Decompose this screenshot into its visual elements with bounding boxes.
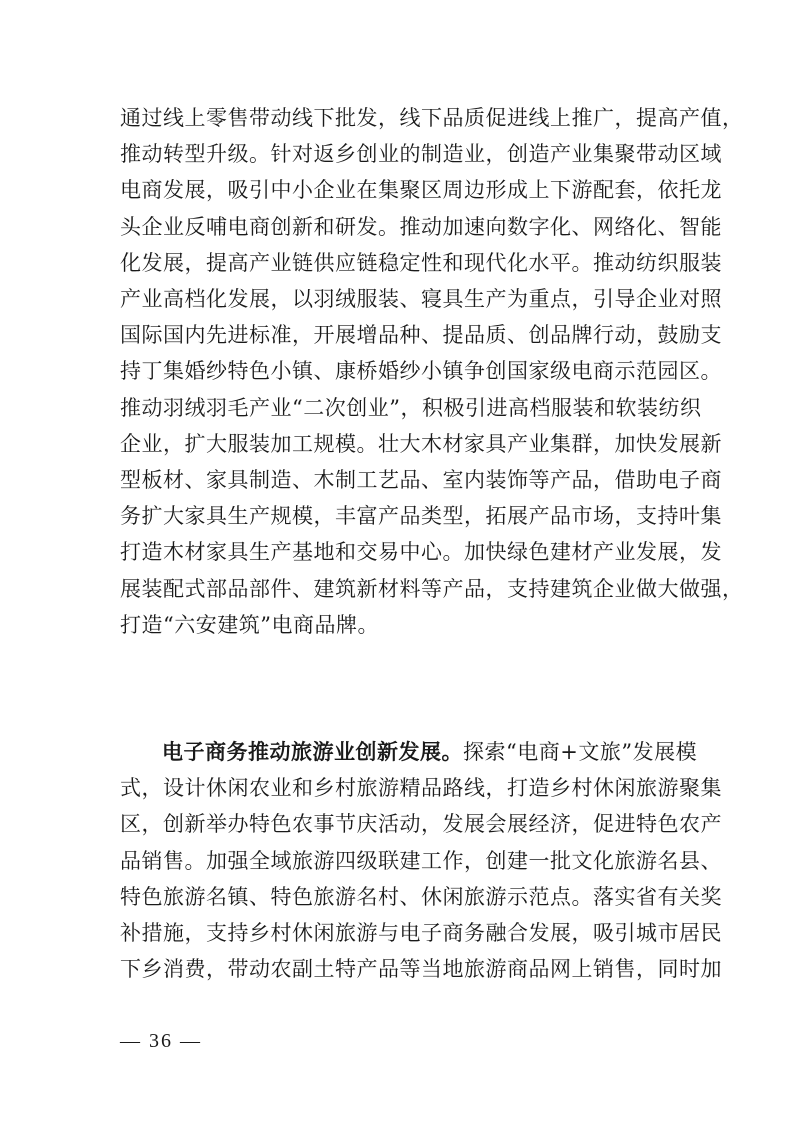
heading-continuation: 探索“电商+文旅”发展模 (463, 740, 698, 764)
text-line: 打造木材家具生产基地和交易中心。加快绿色建材产业发展，发 (120, 540, 722, 565)
text-line: 国际国内先进标准，开展增品种、提品质、创品牌行动，鼓励支 (120, 323, 722, 348)
text-line: 下乡消费，带动农副土特产品等当地旅游商品网上销售，同时加 (120, 957, 722, 982)
paragraph-manufacturing (120, 100, 744, 643)
text-line: 品销售。加强全域旅游四级联建工作，创建一批文化旅游名县、 (120, 848, 722, 873)
text-line: 式，设计休闲农业和乡村旅游精品路线，打造乡村休闲旅游聚集 (120, 776, 722, 801)
text-line: 补措施，支持乡村休闲旅游与电子商务融合发展，吸引城市居民 (120, 921, 722, 946)
text-line: 打造“六安建筑”电商品牌。 (120, 612, 379, 637)
text-line: 产业高档化发展，以羽绒服装、寝具生产为重点，引导企业对照 (120, 287, 722, 312)
paragraph-tourism (120, 734, 722, 987)
text-line: 电商发展，吸引中小企业在集聚区周边形成上下游配套，依托龙 (120, 178, 722, 203)
text-line: 持丁集婚纱特色小镇、康桥婚纱小镇争创国家级电商示范园区。 (120, 359, 722, 384)
text-line: 展装配式部品部件、建筑新材料等产品，支持建筑企业做大做强， (120, 576, 744, 601)
text-line: 特色旅游名镇、特色旅游名村、休闲旅游示范点。落实省有关奖 (120, 884, 722, 909)
text-line: 头企业反哺电商创新和研发。推动加速向数字化、网络化、智能 (120, 214, 722, 239)
text-line: 型板材、家具制造、木制工艺品、室内装饰等产品，借助电子商 (120, 468, 722, 493)
text-line: 化发展，提高产业链供应链稳定性和现代化水平。推动纺织服装 (120, 250, 722, 275)
text-line: 通过线上零售带动线下批发，线下品质促进线上推广，提高产值， (120, 106, 744, 130)
text-line-first (120, 734, 698, 770)
text-line: 务扩大家具生产规模，丰富产品类型，拓展产品市场，支持叶集 (120, 504, 722, 529)
page-number: — 36 — (120, 1030, 202, 1052)
text-line: 推动羽绒羽毛产业“二次创业”，积极引进高档服装和软装纺织 (120, 395, 702, 420)
text-line: 企业，扩大服装加工规模。壮大木材家具产业集群，加快发展新 (120, 431, 722, 456)
text-line: 区，创新举办特色农事节庆活动，发展会展经济，促进特色农产 (120, 812, 722, 837)
text-line: 推动转型升级。针对返乡创业的制造业，创造产业集聚带动区域 (120, 142, 722, 167)
paragraph-heading: 电子商务推动旅游业创新发展。 (162, 739, 463, 764)
